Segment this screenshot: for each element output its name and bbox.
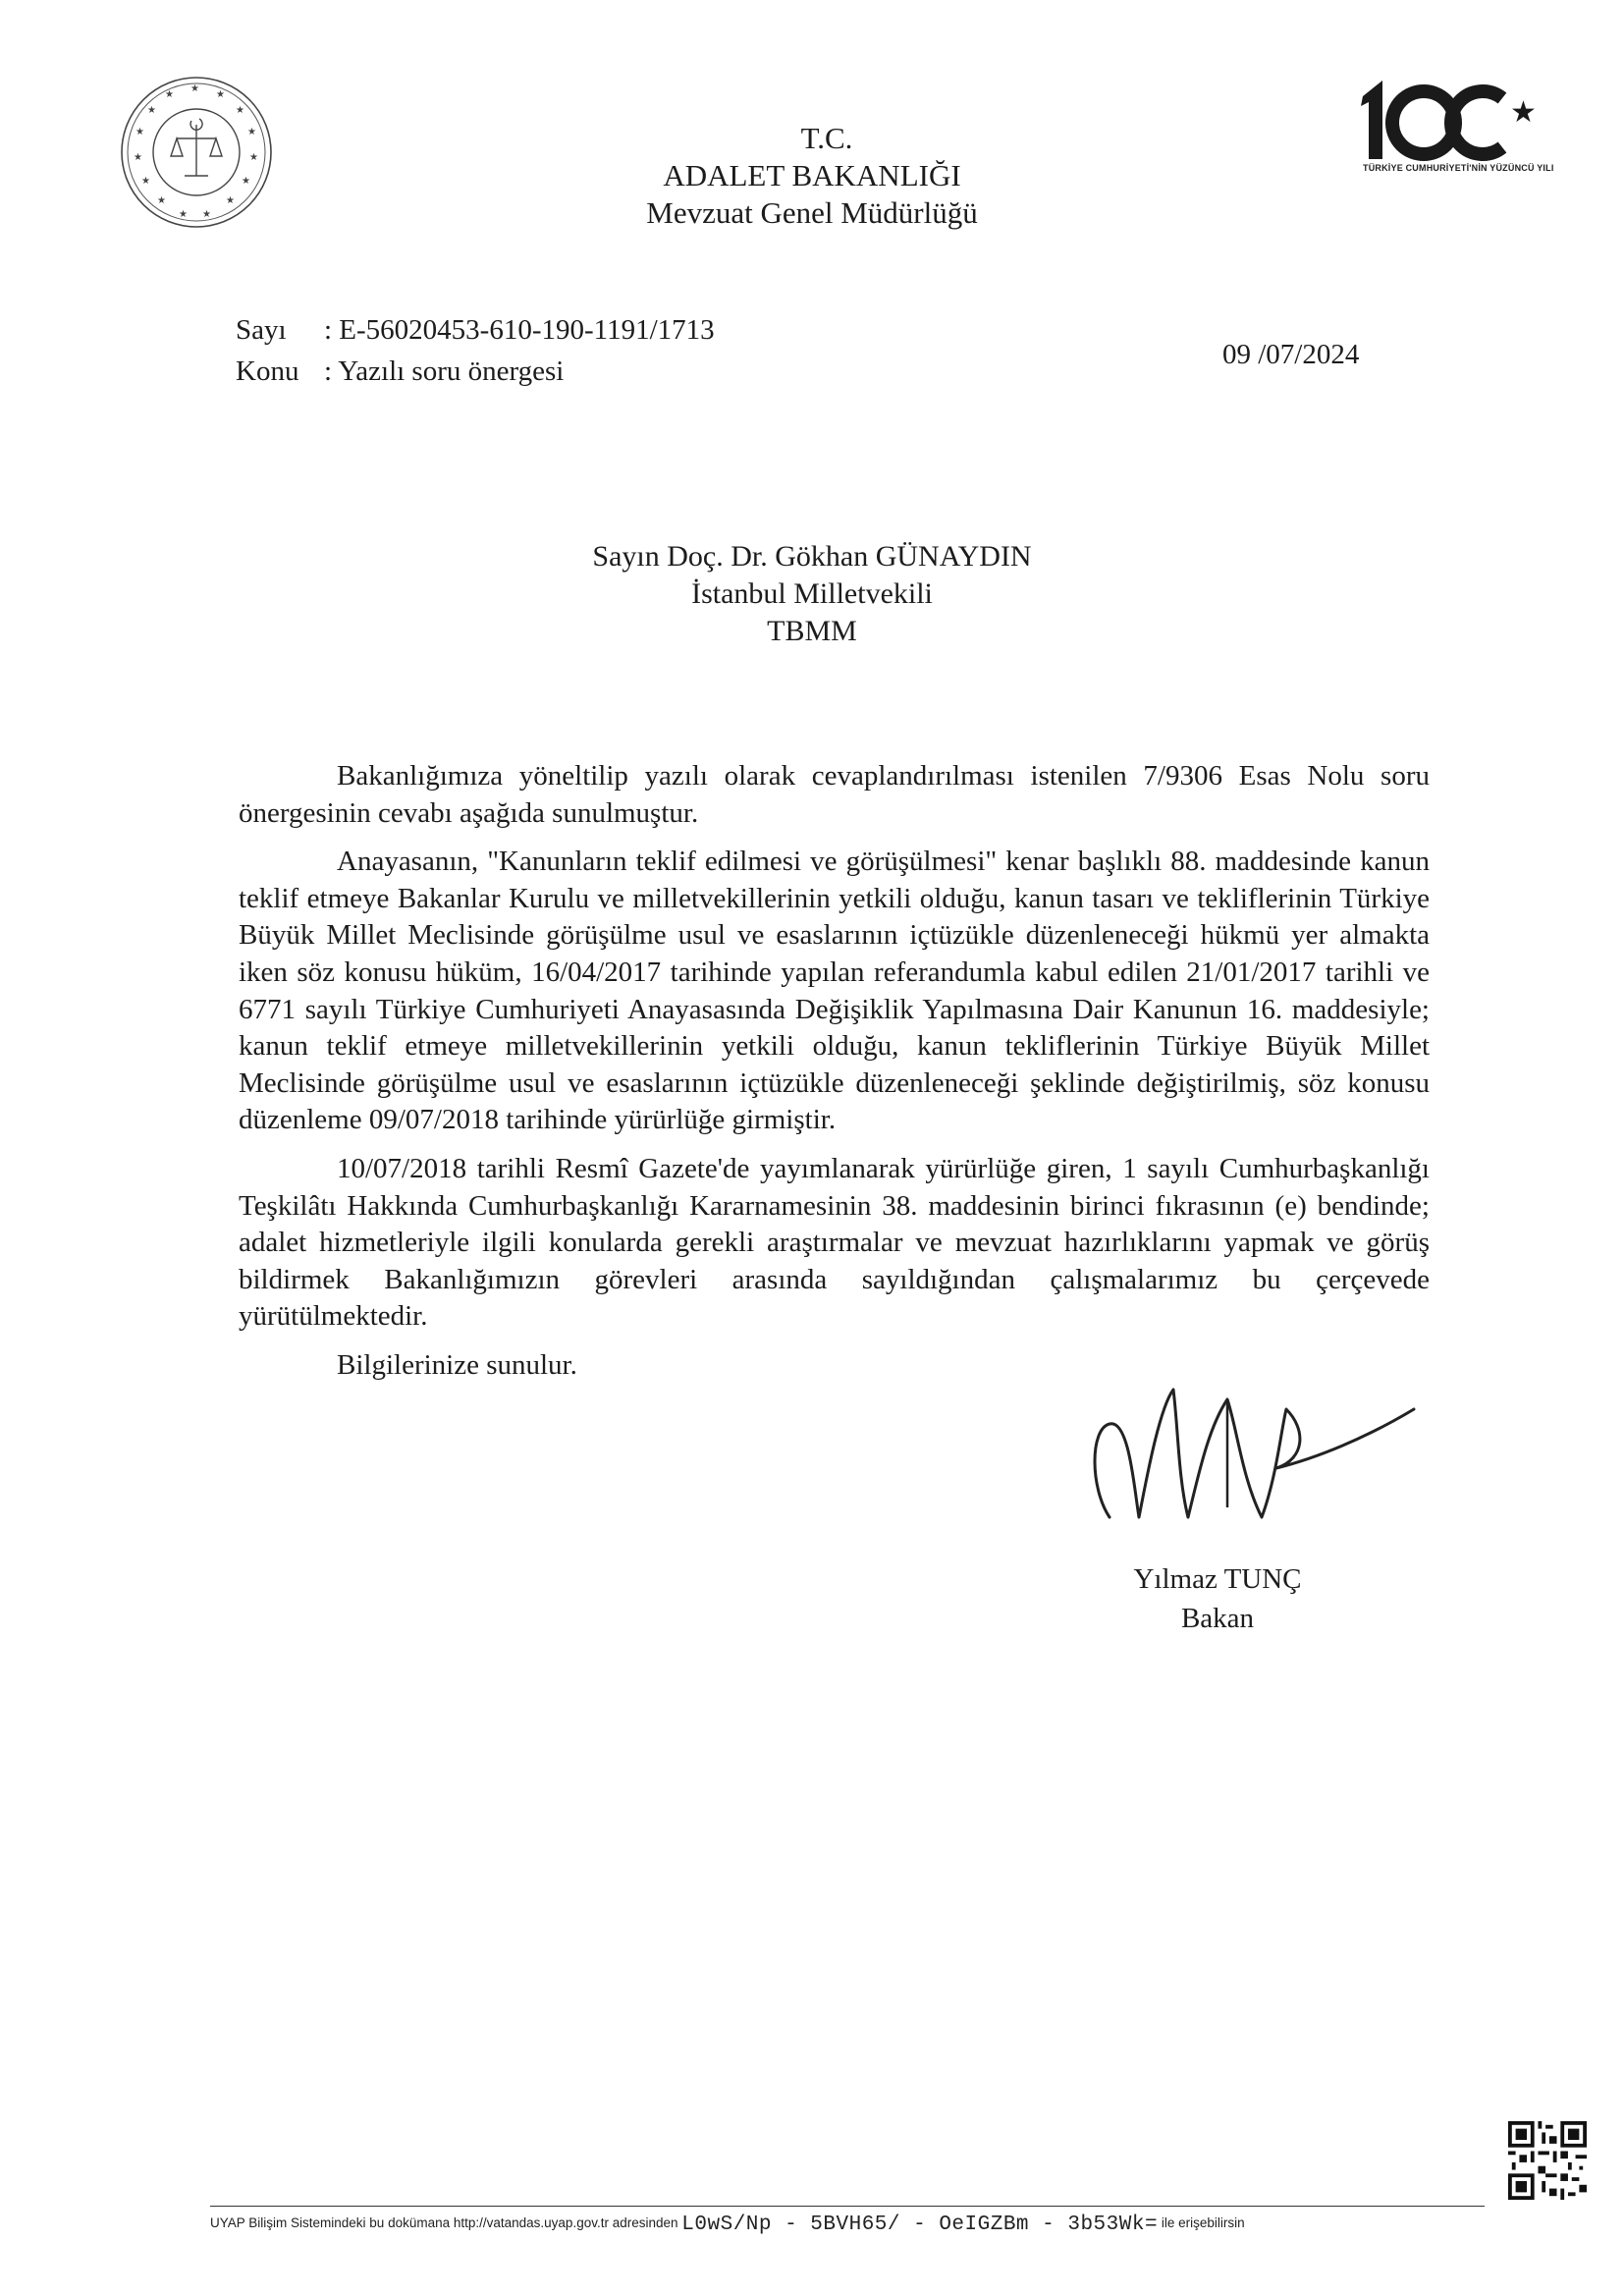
sayi-label: Sayı [236,314,287,346]
konu-row [236,355,564,388]
svg-text:★: ★ [1510,95,1537,130]
footer-rule [210,2206,1485,2207]
konu-label: Konu [236,355,299,387]
footer-prefix: UYAP Bilişim Sistemindeki bu dokümana http://vatandas.uyap.gov.tr adresinden [210,2215,678,2230]
uyap-footer [210,2214,1506,2236]
svg-text:★: ★ [135,127,144,137]
svg-text:★: ★ [134,152,142,163]
svg-text:★: ★ [216,89,225,100]
sayi-value: : E-56020453-610-190-1191/1713 [324,314,715,346]
body-paragraph-2: Anayasanın, "Kanunların teklif edilmesi ve görüşülmesi" kenar başlıklı 88. maddesinde kanun teklif etmeye Bakanlar Kurulu ve milletvekillerinin yetkili olduğu, kanun tasarı ve tekliflerinin Türkiye Büyük Millet Meclisinde görüşülme usul ve esaslarının içtüzükle düzenleneceği hükmü yer almakta iken söz konusu hüküm, 16/04/2017 tarihinde yapılan referandumla kabul edilen 21/01/2017 tarihli ve 6771 sayılı Türkiye Cumhuriyeti Anayasasında Değişiklik Yapılmasına Dair Kanunun 16. maddesiyle; kanun teklif etmeye milletvekillerinin yetkili olduğu, kanun tekliflerinin Türkiye Büyük Millet Meclisinde görüşülme usul ve esaslarının içtüzükle düzenleneceği şeklinde değiştirilmiş, söz konusu düzenleme 09/07/2018 tarihinde yürürlüğe girmiştir. [239,846,1430,1136]
svg-text:★: ★ [190,83,199,94]
svg-text:★: ★ [179,209,188,220]
closing-line: Bilgilerinize sunulur. [337,1348,577,1381]
handwritten-signature [1080,1370,1434,1537]
svg-text:★: ★ [249,152,258,163]
centennial-tagline: TÜRKİYE CUMHURİYETİ'NİN YÜZÜNCÜ YILI [1363,163,1554,173]
body-paragraph-1: Bakanlığımıza yöneltilip yazılı olarak cevaplandırılması istenilen 7/9306 Esas Nolu soru önergesinin cevabı aşağıda sunulmuştur. [239,760,1430,829]
qr-code-icon[interactable] [1508,2121,1587,2200]
signer-name: Yılmaz TUNÇ [1133,1563,1302,1595]
sayi-row [236,314,715,347]
svg-text:★: ★ [202,209,211,220]
verification-code[interactable]: L0wS/Np - 5BVH65/ - OeIGZBm - 3b53Wk= [681,2214,1159,2236]
body-paragraph-3: 10/07/2018 tarihli Resmî Gazete'de yayımlanarak yürürlüğe giren, 1 sayılı Cumhurbaşkanlığı Teşkilâtı Hakkında Cumhurbaşkanlığı Kararnamesinin 38. maddesinin birinci fıkrasının (e) bendinde; adalet hizmetleriyle ilgili konularda gerekli araştırmalar ve mevzuat hazırlıklarını yapmak ve görüş bildirmek Bakanlığımızın görevleri arasında sayıldığından çalışmalarımız bu çerçevede yürütülmektedir. [239,1152,1430,1333]
footer-suffix: ile erişebilirsin [1161,2215,1245,2230]
svg-text:★: ★ [147,105,156,116]
addressee-role: İstanbul Milletvekili [691,577,933,610]
addressee-institution: TBMM [767,615,857,647]
header-ministry: ADALET BAKANLIĞI [663,158,961,192]
addressee-name: Sayın Doç. Dr. Gökhan GÜNAYDIN [592,540,1032,573]
letter-body [239,758,1430,1396]
konu-value: : Yazılı soru önergesi [324,355,565,387]
header-country: T.C. [800,121,853,155]
letter-date: 09 /07/2024 [1222,339,1360,370]
svg-text:★: ★ [157,195,166,206]
svg-text:★: ★ [165,89,174,100]
svg-text:★: ★ [247,127,256,137]
svg-text:★: ★ [141,176,150,187]
svg-text:★: ★ [242,176,250,187]
svg-text:★: ★ [236,105,244,116]
signer-title: Bakan [1180,1603,1255,1634]
header-directorate: Mevzuat Genel Müdürlüğü [646,195,978,230]
svg-text:★: ★ [226,195,235,206]
